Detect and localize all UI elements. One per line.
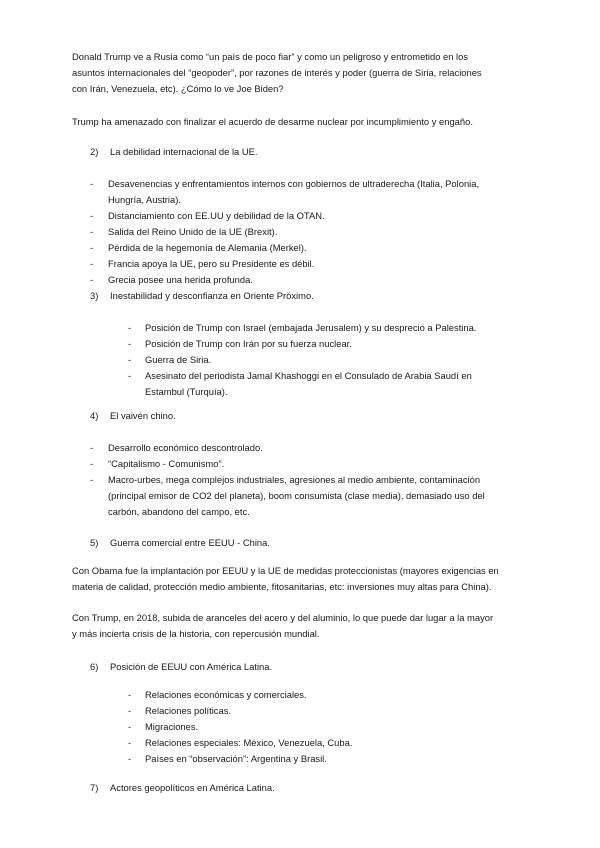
list-item-text: Países en “observación”: Argentina y Brasil. (145, 753, 327, 764)
list-item-text: Hungría, Austria). (108, 194, 181, 205)
section-3-heading (90, 288, 314, 304)
list-item-text: (principal emisor de CO2 del planeta), boom consumista (clase media), demasiado uso del (108, 490, 485, 501)
paragraph-line: Con Obama fue la implantación por EEUU y la UE de medidas proteccionistas (mayores exigencias en (72, 565, 499, 576)
section-number: 3) (90, 290, 99, 301)
section-7-heading (90, 780, 275, 796)
bullet-dash: - (128, 721, 132, 732)
section-title: La debilidad internacional de la UE. (110, 146, 258, 157)
list-item-text: Grecia posee una herida profunda. (108, 274, 253, 285)
trump-2018-paragraph (72, 610, 528, 642)
list-item-text: Macro-urbes, mega complejos industriales, agresiones al medio ambiente, contaminación (108, 474, 481, 485)
intro-line: Donald Trump ve a Rusia como “un país de poco fiar” y como un peligroso y entrometido en los (72, 51, 469, 62)
section-6-heading (90, 659, 272, 675)
section-title: Posición de EEUU con América Latina. (110, 661, 273, 672)
section-2-heading (90, 144, 258, 160)
list-item-text: Distanciamiento con EE.UU y debilidad de la OTAN. (108, 210, 325, 221)
section-number: 2) (90, 146, 99, 157)
section-title: Inestabilidad y desconfianza en Oriente Próximo. (110, 290, 314, 301)
list-item-text: Pérdida de la hegemonía de Alemania (Merkel). (108, 242, 307, 253)
section-number: 6) (90, 661, 99, 672)
list-item-text: Relaciones políticas. (145, 705, 231, 716)
obama-paragraph (72, 563, 528, 595)
section-title: El vaivén chino. (110, 410, 176, 421)
list-item-text: Migraciones. (145, 721, 199, 732)
list-item-text: Posición de Trump con Irán por su fuerza nuclear. (145, 338, 352, 349)
list-item-text: Francia apoya la UE, pero su Presidente es débil. (108, 258, 315, 269)
section-title: Actores geopolíticos en América Latina. (110, 782, 275, 793)
bullet-dash: - (128, 338, 132, 349)
bullet-dash: - (90, 274, 94, 285)
list-item-text: Desavenencias y enfrentamientos internos con gobiernos de ultraderecha (Italia, Polonia, (108, 178, 480, 189)
list-item-text: Posición de Trump con Israel (embajada Jerusalem) y su desprecio a Palestina. (145, 322, 477, 333)
bullet-dash: - (128, 753, 132, 764)
intro-line: asuntos internacionales del “geopoder”, por razones de interés y poder (guerra de Siria, relaciones (72, 67, 482, 78)
bullet-dash: - (128, 705, 132, 716)
bullet-dash: - (128, 370, 132, 381)
bullet-dash: - (128, 354, 132, 365)
paragraph-line: materia de calidad, protección medio ambiente, fitosanitarias, etc: inversiones muy altas para China). (72, 581, 492, 592)
list-item-text: Salida del Reino Unido de la UE (Brexit). (108, 226, 278, 237)
bullet-dash: - (90, 258, 94, 269)
trump-nuclear-line: Trump ha amenazado con finalizar el acuerdo de desarme nuclear por incumplimiento y engaño. (72, 116, 473, 127)
trump-nuclear-paragraph (72, 114, 528, 130)
section-number: 5) (90, 537, 99, 548)
bullet-dash: - (90, 458, 94, 469)
bullet-dash: - (90, 178, 94, 189)
bullet-dash: - (90, 474, 94, 485)
bullet-dash: - (90, 210, 94, 221)
section-number: 4) (90, 410, 99, 421)
list-item-text: “Capitalismo - Comunismo”. (108, 458, 225, 469)
intro-line: con Irán, Venezuela, etc). ¿Cómo lo ve Joe Biden? (72, 83, 284, 94)
list-item-text: Relaciones económicas y comerciales. (145, 689, 307, 700)
section-number: 7) (90, 782, 99, 793)
list-item-text: Guerra de Siria. (145, 354, 212, 365)
section-5-heading (90, 535, 270, 551)
list-item-text: Desarrollo económico descontrolado. (108, 442, 263, 453)
paragraph-line: y más incierta crisis de la historia, con repercusión mundial. (72, 628, 320, 639)
bullet-dash: - (128, 322, 132, 333)
bullet-dash: - (90, 242, 94, 253)
list-item-text: Asesinato del periodista Jamal Khashoggi en el Consulado de Arabia Saudí en (145, 370, 472, 381)
list-item-text: carbón, abandono del campo, etc. (108, 506, 250, 517)
bullet-dash: - (128, 737, 132, 748)
paragraph-line: Con Trump, en 2018, subida de aranceles del acero y del aluminio, lo que puede dar lugar a la mayor (72, 612, 494, 623)
bullet-dash: - (90, 226, 94, 237)
intro-paragraph (72, 49, 528, 97)
bullet-dash: - (90, 442, 94, 453)
section-4-heading (90, 408, 176, 424)
list-item-text: Estambul (Turquía). (145, 386, 228, 397)
bullet-dash: - (128, 689, 132, 700)
section-title: Guerra comercial entre EEUU - China. (110, 537, 270, 548)
list-item-text: Relaciones especiales: México, Venezuela, Cuba. (145, 737, 353, 748)
